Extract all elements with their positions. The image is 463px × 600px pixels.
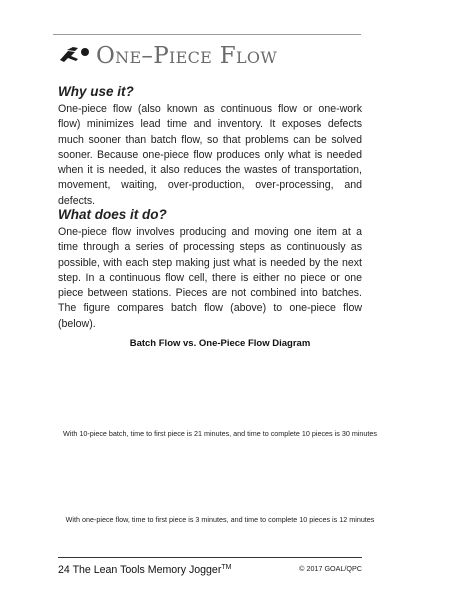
diagram-title: Batch Flow vs. One-Piece Flow Diagram bbox=[129, 338, 311, 349]
page-title: One–Piece Flow bbox=[96, 43, 278, 69]
one-piece-flow-caption: With one-piece flow, time to first piece is 3 minutes, and time to complete 10 pieces is 12 minutes bbox=[65, 515, 375, 524]
page-number: 24 bbox=[58, 564, 70, 576]
book-title: The Lean Tools Memory Jogger bbox=[72, 564, 222, 576]
footer-page-info bbox=[58, 561, 231, 577]
top-rule bbox=[53, 34, 361, 35]
section-heading-what: What does it do? bbox=[58, 207, 167, 222]
runner-icon bbox=[58, 44, 92, 64]
section-heading-why: Why use it? bbox=[58, 84, 134, 99]
batch-flow-caption: With 10-piece batch, time to first piece is 21 minutes, and time to complete 10 pieces is 30 minutes bbox=[62, 429, 377, 438]
trademark-mark: TM bbox=[221, 564, 232, 571]
section-body-what: One-piece flow involves producing and moving one item at a time through a series of processing steps as continuously as possible, with each step making just what is needed by the next step. In a continuous flow cell, there is either no piece or one piece between stations. Pieces are not combined into batches. The figure compares batch flow (above) to one-piece flow (below). bbox=[58, 226, 362, 330]
section-body-why: One-piece flow (also known as continuous flow or one-work flow) minimizes lead time and inventory. It exposes defects much sooner than batch flow, so that problems can be solved sooner. Because one-piece flow produces only what is needed when it is needed, it also reduces the wastes of transportation, movement, waiting, over-production, over-processing, and defects. bbox=[58, 103, 362, 207]
copyright-notice: © 2017 GOAL/QPC bbox=[299, 564, 362, 573]
footer-rule bbox=[58, 557, 362, 558]
